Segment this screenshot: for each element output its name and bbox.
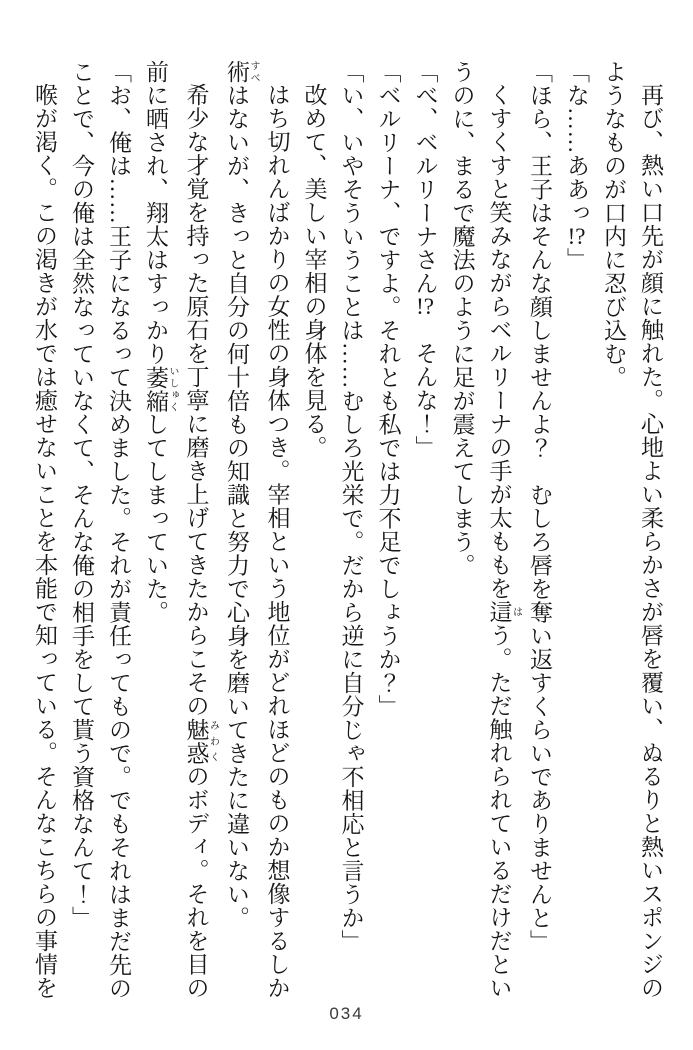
text-column: 前に晒され、翔太はすっかり萎縮 いしゅくしてしまっていた。 bbox=[143, 60, 178, 624]
text-column: はち切れんばかりの女性の身体つき。宰相という地位がどれほどのものか想像するしか bbox=[264, 83, 290, 1000]
text-column: 「べ、ベルリーナさん!? そんな！」 bbox=[412, 60, 438, 459]
text-column: 「お、俺は……王子になるって決めました。それが責任ってもので。でもそれはまだ先の bbox=[106, 60, 131, 1000]
text-column: 「ベルリーナ、ですよ。それとも私では力不足でしょうか？」 bbox=[375, 60, 401, 718]
text-column: 喉が渇く。この渇きが水では癒せないことを本能で知っている。そんなこちらの事情を bbox=[32, 83, 57, 1000]
text-column: 「な……ああっ!?」 bbox=[564, 60, 589, 271]
text-column: 術 すべはないが、きっと自分の何十倍もの知識と努力で心身を磨いてきたに違いない。 bbox=[224, 60, 259, 930]
text-column: くすくすと笑みながらベルリーナの手が太ももを這 はう。ただ触れられているだけだとい bbox=[486, 83, 522, 1000]
text-column: ことで、今の俺は全然なっていなくて、そんな俺の相手をして貰う資格なんて！」 bbox=[69, 60, 94, 930]
page-number: 034 bbox=[329, 1004, 364, 1023]
text-column: 再び、熱い口先が顔に触れた。心地よい柔らかさが唇を覆い、ぬるりと熱いスポンジの bbox=[638, 83, 663, 1000]
text-column: ようなものが口内に忍び込む。 bbox=[601, 60, 626, 389]
text-column: うのに、まるで魔法のように足が震えてしまう。 bbox=[449, 60, 475, 577]
text-column: 「ほら、王子はそんな顔しませんよ？ むしろ唇を奪い返すくらいでありませんと」 bbox=[527, 60, 552, 953]
page-text bbox=[26, 60, 669, 1000]
text-column: 「い、いやそういうことは……むしろ光栄で。だから逆に自分じゃ不相応と言うか」 bbox=[338, 60, 364, 953]
text-column: 改めて、美しい宰相の身体を見る。 bbox=[301, 83, 327, 459]
text-column: 希少な才覚を持った原石を丁寧に磨き上げてきたからこその魅惑 みわくのボディ。それを目の bbox=[183, 83, 219, 1000]
